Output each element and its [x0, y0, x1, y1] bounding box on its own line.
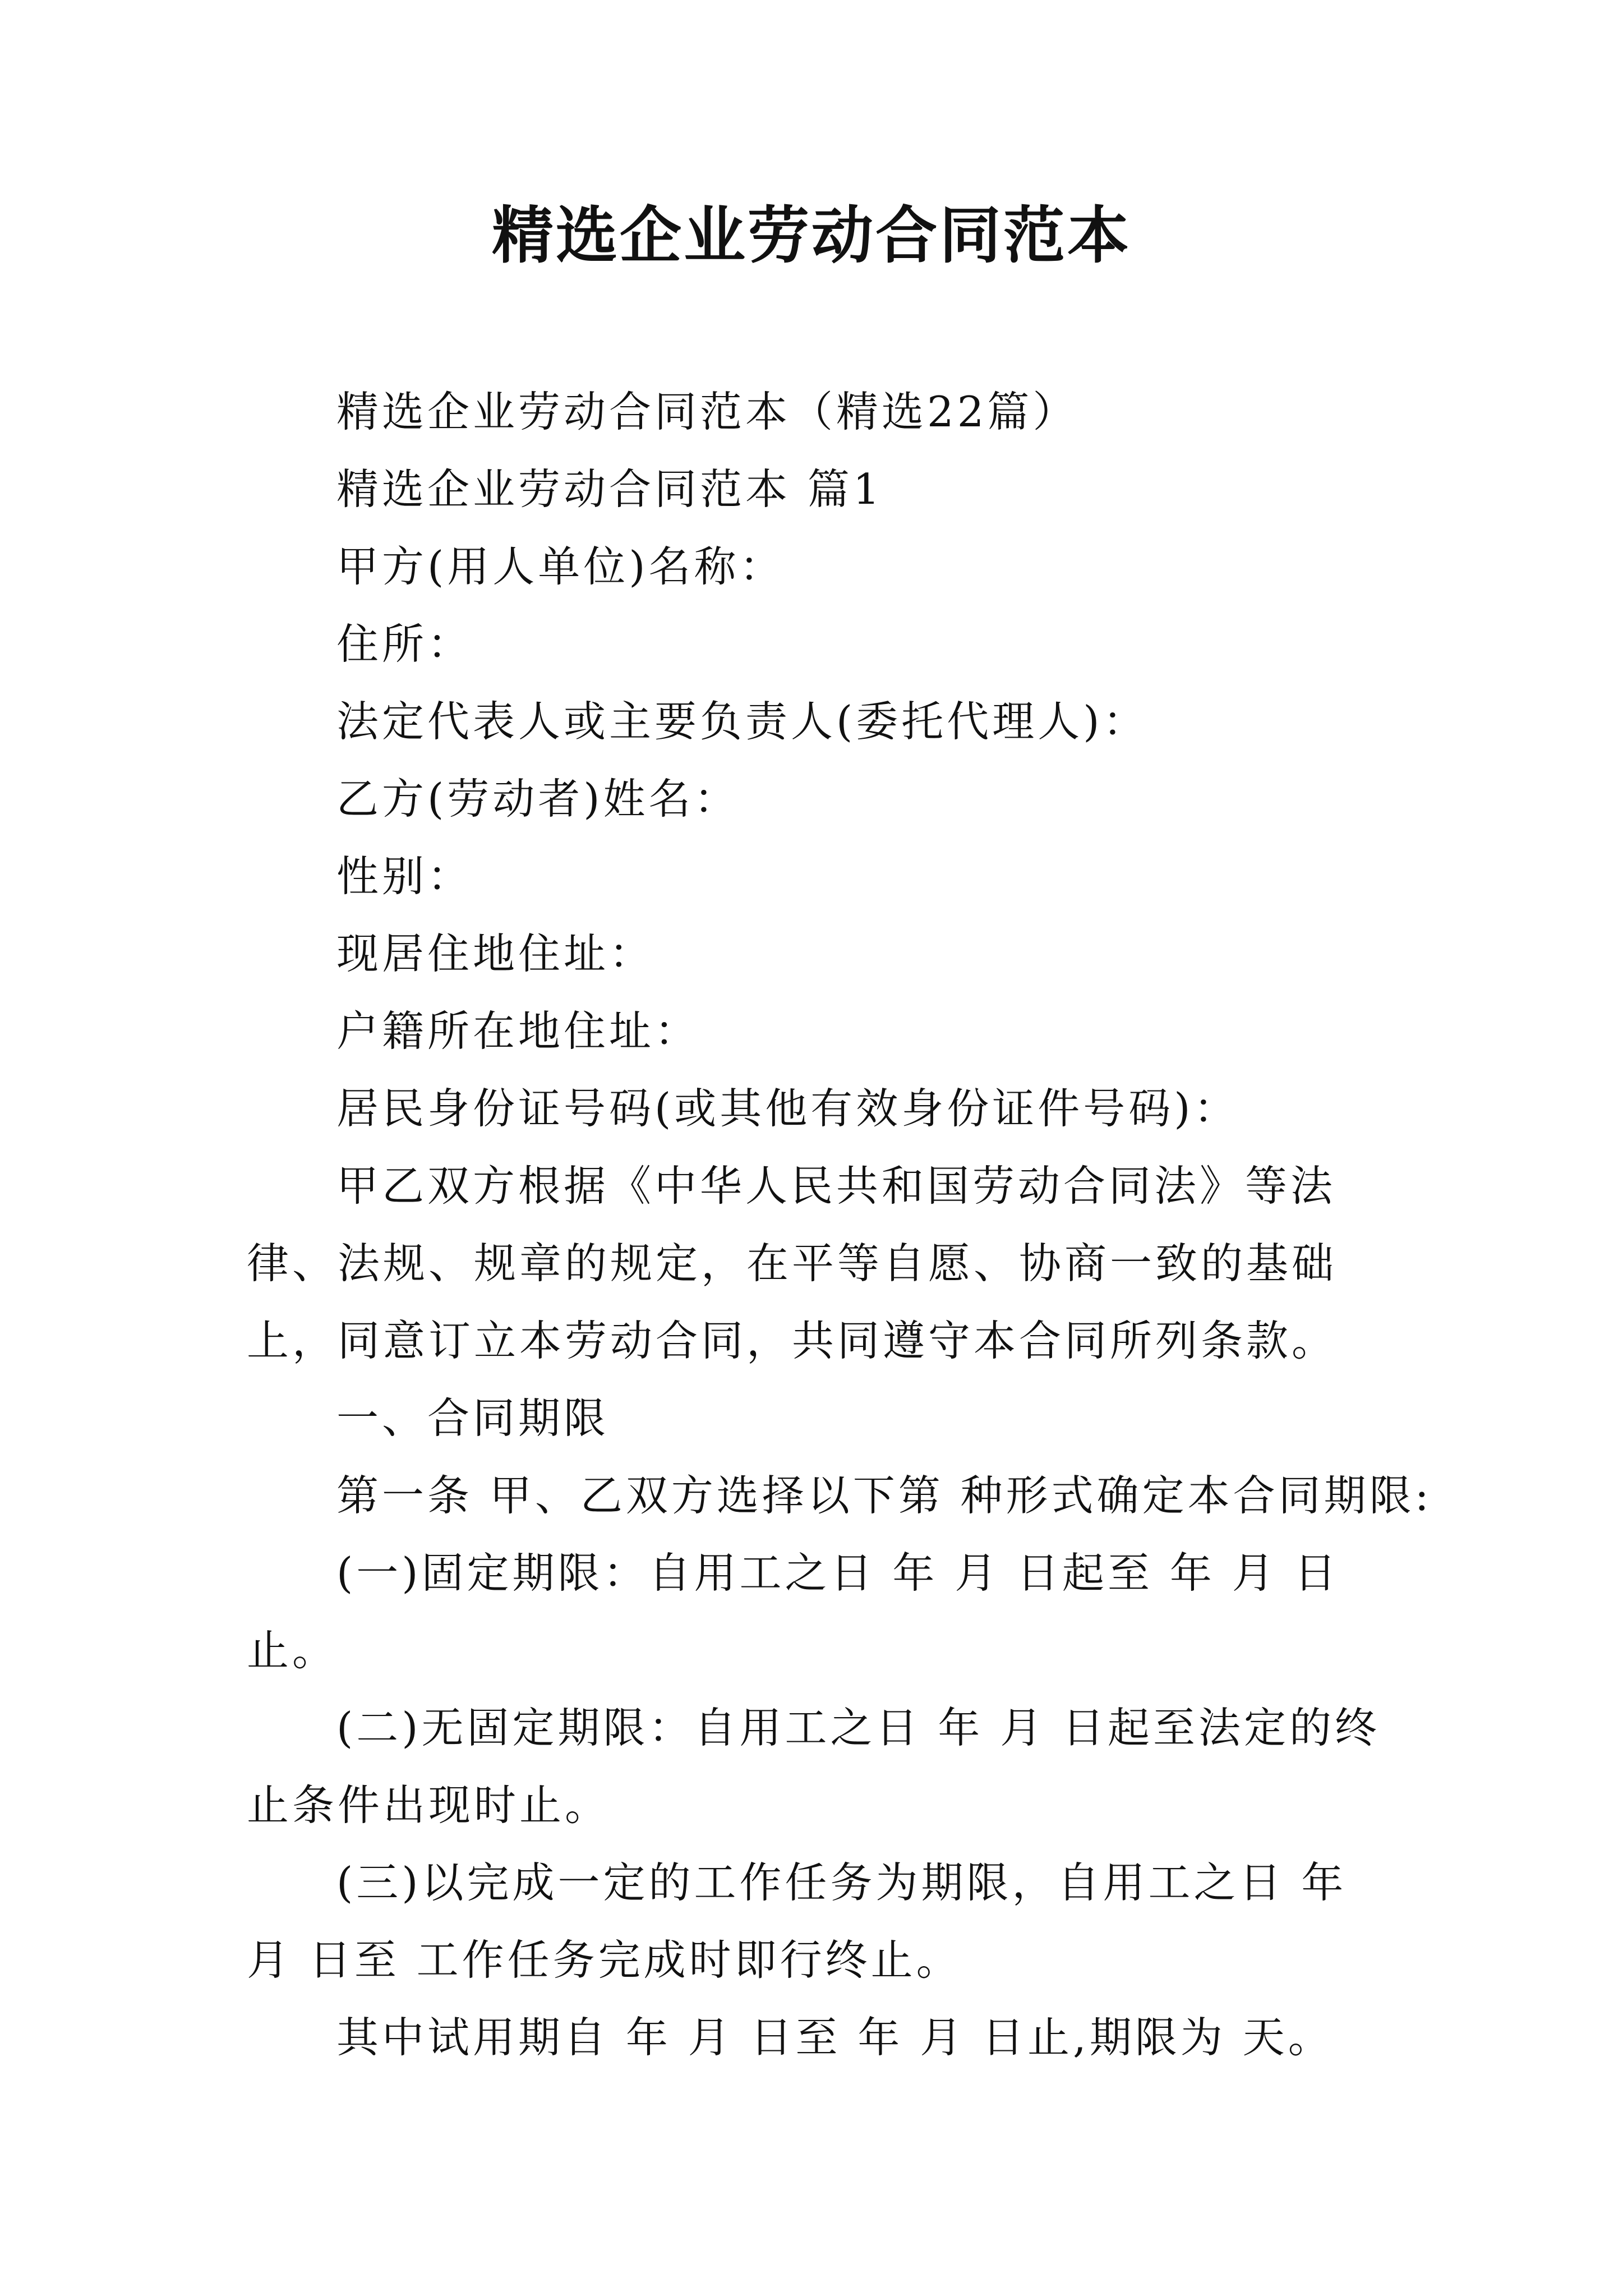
field-household-address: 户籍所在地住址：: [336, 1006, 700, 1056]
field-employer-name: 甲方(用人单位)名称：: [336, 542, 785, 591]
clause-fixed-term: (一)固定期限：自用工之日 年 月 日起至 年 月 日止。: [247, 1548, 1340, 1675]
paragraph-section-heading: 精选企业劳动合同范本 篇1: [336, 464, 883, 514]
clause-article-1: 第一条 甲、乙双方选择以下第 种形式确定本合同期限:: [336, 1471, 1432, 1520]
field-current-address: 现居住地住址：: [336, 929, 655, 978]
field-gender: 性别：: [336, 852, 473, 901]
paragraph-subtitle: 精选企业劳动合同范本（精选22篇）: [336, 387, 1078, 436]
clause-probation: 其中试用期自 年 月 日至 年 月 日止,期限为 天。: [336, 2013, 1334, 2062]
document-body: [247, 373, 1432, 2076]
document-title: 精选企业劳动合同范本: [492, 199, 1131, 272]
clause-task-term: (三)以完成一定的工作任务为期限，自用工之日 年 月 日至 工作任务完成时即行终止。: [247, 1858, 1347, 1985]
field-legal-representative: 法定代表人或主要负责人(委托代理人)：: [336, 697, 1149, 746]
clause-open-term: (二)无固定期限：自用工之日 年 月 日起至法定的终止条件出现时止。: [247, 1703, 1381, 1830]
heading-contract-term: 一、合同期限: [336, 1393, 610, 1443]
field-id-number: 居民身份证号码(或其他有效身份证件号码)：: [336, 1084, 1239, 1133]
paragraph-preamble: 甲乙双方根据《中华人民共和国劳动合同法》等法律、法规、规章的规定，在平等自愿、协商一致的基础上，同意订立本劳动合同，共同遵守本合同所列条款。: [247, 1161, 1338, 1365]
field-address: 住所：: [336, 619, 473, 669]
field-employee-name: 乙方(劳动者)姓名：: [336, 774, 740, 823]
